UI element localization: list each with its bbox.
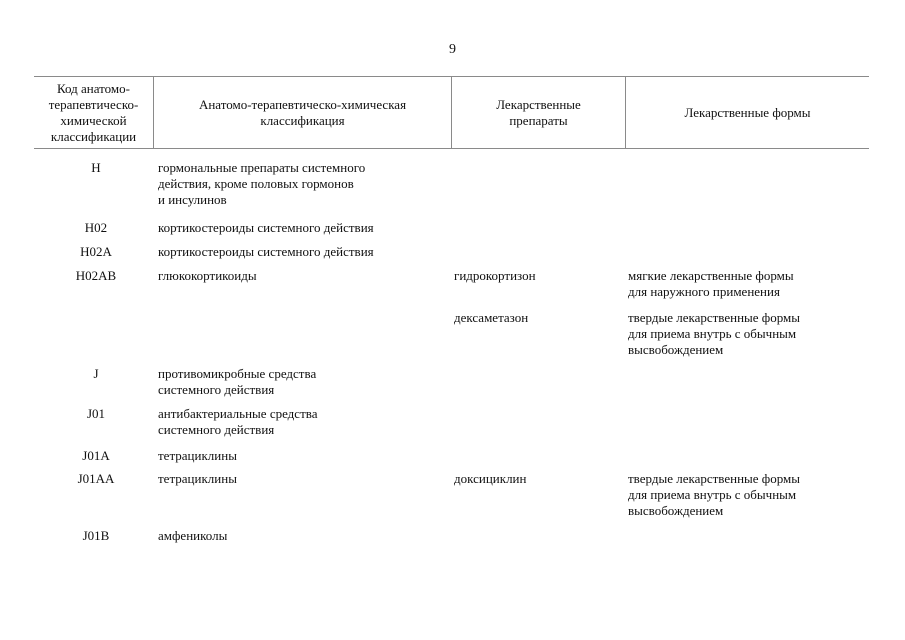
atc-code: J	[93, 366, 99, 381]
header-drugs: Лекарственные препараты	[496, 96, 581, 128]
dosage-form: мягкие лекарственные формы для наружного применения	[628, 268, 794, 299]
atc-code: H02	[84, 220, 108, 235]
atc-code: J01A	[82, 448, 110, 463]
atc-classification: кортикостероиды системного действия	[158, 244, 374, 259]
atc-code: J01	[86, 406, 106, 421]
header-code: Код анатомо- терапевтическо- химической классификации	[48, 80, 139, 144]
header-forms: Лекарственные формы	[684, 104, 811, 120]
atc-code: H02A	[80, 244, 112, 259]
dosage-form: твердые лекарственные формы для приема внутрь с обычным высвобождением	[628, 471, 800, 518]
atc-code: J01B	[82, 528, 110, 543]
header-classification: Анатомо-терапевтическо-химическая классификация	[198, 96, 407, 128]
dosage-form: твердые лекарственные формы для приема внутрь с обычным высвобождением	[628, 310, 800, 357]
page-number: 9	[449, 42, 456, 57]
atc-classification: тетрациклины	[158, 448, 237, 463]
atc-classification: тетрациклины	[158, 471, 237, 486]
drug-name: дексаметазон	[454, 310, 529, 325]
atc-classification: антибактериальные средства системного действия	[158, 406, 318, 437]
atc-classification: амфениколы	[158, 528, 228, 543]
atc-code: H	[91, 160, 101, 175]
atc-classification: гормональные препараты системного действия, кроме половых гормонов и инсулинов	[158, 160, 366, 207]
atc-code: H02AB	[75, 268, 117, 283]
atc-classification: кортикостероиды системного действия	[158, 220, 374, 235]
drug-name: гидрокортизон	[454, 268, 536, 283]
atc-classification: глюкокортикоиды	[158, 268, 257, 283]
atc-code: J01AA	[77, 471, 115, 486]
table-header-bottom-rule	[34, 148, 869, 149]
atc-classification: противомикробные средства системного действия	[158, 366, 317, 397]
drug-name: доксициклин	[454, 471, 527, 486]
